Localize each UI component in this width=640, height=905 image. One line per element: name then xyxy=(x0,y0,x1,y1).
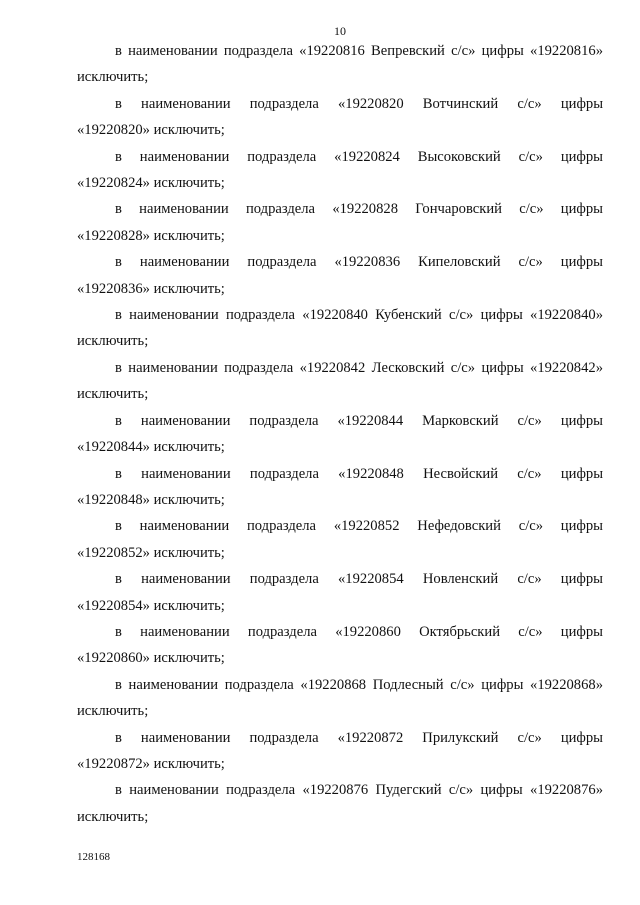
paragraph xyxy=(77,38,603,91)
document-body xyxy=(77,38,603,830)
paragraph-line: «19220852» исключить; xyxy=(77,544,225,561)
paragraph-line: в наименовании подраздела «19220816 Вепревский с/с» цифры «19220816» xyxy=(115,43,603,59)
paragraph-line: в наименовании подраздела «19220852 Нефедовский с/с» цифры xyxy=(115,518,603,535)
paragraph-line: исключить; xyxy=(77,703,149,720)
paragraph xyxy=(77,566,603,619)
paragraph-line: в наименовании подраздела «19220824 Высоковский с/с» цифры xyxy=(115,148,603,165)
paragraph-line: в наименовании подраздела «19220836 Кипеловский с/с» цифры xyxy=(115,254,603,271)
paragraph-line: «19220872» исключить; xyxy=(77,755,225,772)
page-number: 10 xyxy=(334,24,346,38)
paragraph-line: в наименовании подраздела «19220820 Вотчинский с/с» цифры xyxy=(115,95,603,112)
paragraph xyxy=(77,777,603,830)
paragraph xyxy=(77,461,603,514)
paragraph-line: «19220848» исключить; xyxy=(77,491,225,508)
paragraph-line: исключить; xyxy=(77,808,149,825)
paragraph-line: «19220860» исключить; xyxy=(77,650,225,667)
paragraph xyxy=(77,408,603,461)
paragraph-line: исключить; xyxy=(77,69,149,86)
paragraph-line: «19220836» исключить; xyxy=(77,280,225,297)
paragraph-line: «19220854» исключить; xyxy=(77,597,225,614)
paragraph xyxy=(77,249,603,302)
paragraph-line: исключить; xyxy=(77,333,149,350)
paragraph xyxy=(77,91,603,144)
paragraph xyxy=(77,144,603,197)
document-code: 128168 xyxy=(77,851,110,863)
paragraph xyxy=(77,196,603,249)
paragraph-line: в наименовании подраздела «19220844 Марковский с/с» цифры xyxy=(115,412,603,429)
paragraph-line: «19220824» исключить; xyxy=(77,175,225,192)
paragraph-line: в наименовании подраздела «19220860 Октябрьский с/с» цифры xyxy=(115,623,603,640)
paragraph-line: в наименовании подраздела «19220840 Кубенский с/с» цифры «19220840» xyxy=(115,307,603,324)
paragraph-line: исключить; xyxy=(77,386,149,403)
paragraph-line: в наименовании подраздела «19220842 Лесковский с/с» цифры «19220842» xyxy=(115,359,603,376)
paragraph-line: в наименовании подраздела «19220876 Пудегский с/с» цифры «19220876» xyxy=(115,782,603,799)
paragraph-line: в наименовании подраздела «19220848 Несвойский с/с» цифры xyxy=(115,465,603,482)
paragraph-line: «19220844» исключить; xyxy=(77,439,225,456)
paragraph xyxy=(77,355,603,408)
paragraph xyxy=(77,619,603,672)
paragraph-line: в наименовании подраздела «19220868 Подлесный с/с» цифры «19220868» xyxy=(115,676,603,693)
paragraph xyxy=(77,513,603,566)
paragraph-line: «19220828» исключить; xyxy=(77,227,225,244)
paragraph xyxy=(77,725,603,778)
paragraph-line: «19220820» исключить; xyxy=(77,122,225,139)
paragraph-line: в наименовании подраздела «19220872 Прилукский с/с» цифры xyxy=(115,729,603,746)
paragraph xyxy=(77,302,603,355)
paragraph xyxy=(77,672,603,725)
paragraph-line: в наименовании подраздела «19220828 Гончаровский с/с» цифры xyxy=(115,201,603,218)
paragraph-line: в наименовании подраздела «19220854 Новленский с/с» цифры xyxy=(115,571,603,588)
